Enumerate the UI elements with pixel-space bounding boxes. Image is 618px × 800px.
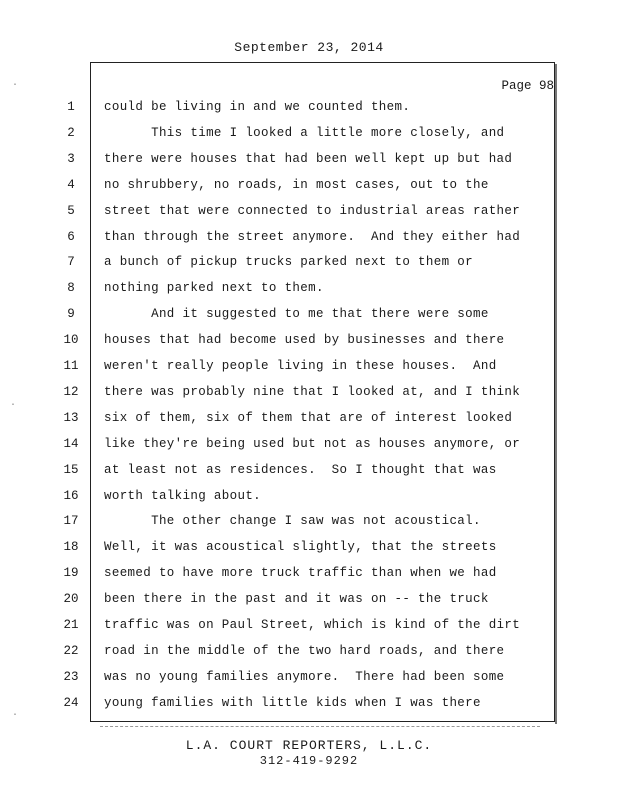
line-number: 20	[63, 592, 79, 606]
margin-dot: ·	[10, 400, 17, 411]
transcript-line: nothing parked next to them.	[104, 281, 324, 295]
line-number: 2	[67, 126, 75, 140]
transcript-line: houses that had become used by businesses and there	[104, 333, 505, 347]
transcript-line: street that were connected to industrial areas rather	[104, 204, 521, 218]
footer-company: L.A. COURT REPORTERS, L.L.C.	[185, 738, 433, 753]
line-number: 5	[67, 204, 75, 218]
line-number: 4	[67, 178, 75, 192]
transcript-line: The other change I saw was not acoustical.	[104, 514, 481, 528]
transcript-line: young families with little kids when I was there	[104, 696, 481, 710]
transcript-line: This time I looked a little more closely, and	[104, 126, 505, 140]
transcript-line: And it suggested to me that there were some	[104, 307, 489, 321]
transcript-line: there were houses that had been well kept up but had	[104, 152, 513, 166]
transcript-line: road in the middle of the two hard roads, and there	[104, 644, 505, 658]
frame-edge-shadow	[555, 64, 557, 724]
transcript-line: traffic was on Paul Street, which is kind of the dirt	[104, 618, 521, 632]
line-number: 3	[67, 152, 75, 166]
transcript-line: there was probably nine that I looked at, and I think	[104, 385, 521, 399]
transcript-line: at least not as residences. So I thought that was	[104, 463, 497, 477]
margin-dot: ·	[12, 710, 19, 721]
scan-artifact-line	[100, 726, 540, 729]
transcript-line: like they're being used but not as houses anymore, or	[104, 437, 521, 451]
line-number: 16	[63, 489, 79, 503]
transcript-line: no shrubbery, no roads, in most cases, out to the	[104, 178, 489, 192]
footer-phone: 312-419-9292	[259, 754, 359, 768]
transcript-line: Well, it was acoustical slightly, that the streets	[104, 540, 497, 554]
line-number: 10	[63, 333, 79, 347]
transcript-line: a bunch of pickup trucks parked next to them or	[104, 255, 474, 269]
transcript-line: six of them, six of them that are of interest looked	[104, 411, 513, 425]
line-number: 9	[67, 307, 75, 321]
line-number: 18	[63, 540, 79, 554]
transcript-line: been there in the past and it was on -- the truck	[104, 592, 489, 606]
transcript-date: September 23, 2014	[234, 40, 384, 55]
line-number: 1	[67, 100, 75, 114]
line-number: 23	[63, 670, 79, 684]
line-number: 7	[67, 255, 75, 269]
transcript-line: seemed to have more truck traffic than when we had	[104, 566, 497, 580]
line-number: 19	[63, 566, 79, 580]
transcript-line: than through the street anymore. And they either had	[104, 230, 521, 244]
transcript-line: weren't really people living in these houses. And	[104, 359, 497, 373]
line-number: 17	[63, 514, 79, 528]
line-number: 14	[63, 437, 79, 451]
line-number: 12	[63, 385, 79, 399]
line-number: 21	[63, 618, 79, 632]
transcript-line: could be living in and we counted them.	[104, 100, 411, 114]
line-number: 24	[63, 696, 79, 710]
page-number: Page 98	[501, 79, 554, 93]
line-number: 11	[63, 359, 79, 373]
line-number: 8	[67, 281, 75, 295]
transcript-line: was no young families anymore. There had been some	[104, 670, 505, 684]
line-number: 15	[63, 463, 79, 477]
line-number: 13	[63, 411, 79, 425]
margin-dot: ·	[12, 80, 19, 91]
line-number: 6	[67, 230, 75, 244]
line-number: 22	[63, 644, 79, 658]
transcript-line: worth talking about.	[104, 489, 262, 503]
